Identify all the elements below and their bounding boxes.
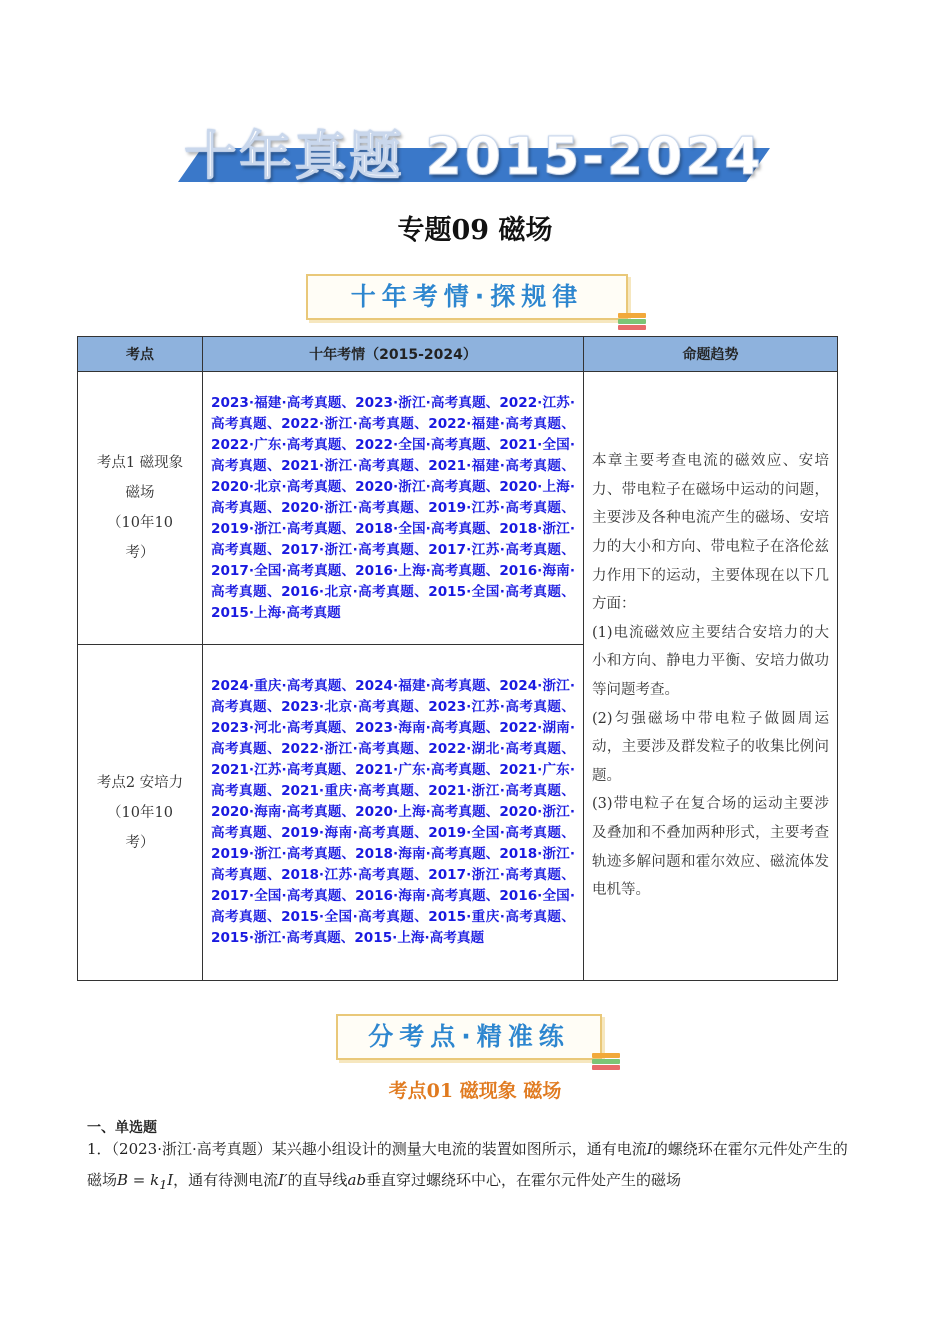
header-topic: 考点 <box>78 337 203 372</box>
symbol-current: I <box>646 1140 653 1158</box>
trend-intro: 本章主要考查电流的磁效应、安培力、带电粒子在磁场中运动的问题，主要涉及各种电流产生的磁场、安培力的大小和方向、带电粒子在洛伦兹力作用下的运动，主要体现在以下几方面： <box>592 453 829 613</box>
topic-title: 专题09 磁场 <box>397 215 553 246</box>
section-badge-practice <box>336 1014 602 1060</box>
header-trend: 命题趋势 <box>584 337 838 372</box>
table-row <box>78 372 838 645</box>
trend-point-1: (1)电流磁效应主要结合安培力的大小和方向、静电力平衡、安培力做功等问题考查。 <box>592 624 829 698</box>
topic-count: （10年10 <box>107 515 173 531</box>
topic-cell <box>78 645 203 981</box>
title-banner <box>178 118 770 187</box>
formula: $B = k_1I$ <box>117 1171 174 1192</box>
sub-heading: 考点01 磁现象 磁场 <box>388 1080 562 1102</box>
years-cell[interactable]: 2023·福建·高考真题、2023·浙江·高考真题、2022·江苏·高考真题、2022·浙江·高考真题、2022·福建·高考真题、2022·广东·高考真题、2022·全国·高考真题、2021·全国·高考真题、2021·浙江·高考真题、2021·福建·高考真题、2020·北京·高考真题、2020·浙江·高考真题、2020·上海·高考真题、2020·浙江·高考真题、2019·江苏·高考真题、2019·浙江·高考真题、2018·全国·高考真题、2018·浙江·高考真题、2017·浙江·高考真题、2017·江苏·高考真题、2017·全国·高考真题、2016·上海·高考真题、2016·海南·高考真题、2016·北京·高考真题、2015·全国·高考真题、2015·上海·高考真题 <box>203 372 584 645</box>
question-source: （2023·浙江·高考真题） <box>111 1140 272 1158</box>
trend-cell <box>584 372 838 981</box>
topic-cell <box>78 372 203 645</box>
books-icon <box>618 312 646 330</box>
question-number: 1． <box>87 1140 112 1158</box>
years-cell[interactable]: 2024·重庆·高考真题、2024·福建·高考真题、2024·浙江·高考真题、2023·北京·高考真题、2023·江苏·高考真题、2023·河北·高考真题、2023·海南·高考真题、2022·湖南·高考真题、2022·浙江·高考真题、2022·湖北·高考真题、2021·江苏·高考真题、2021·广东·高考真题、2021·广东·高考真题、2021·重庆·高考真题、2021·浙江·高考真题、2020·海南·高考真题、2020·上海·高考真题、2020·浙江·高考真题、2019·海南·高考真题、2019·全国·高考真题、2019·浙江·高考真题、2018·海南·高考真题、2018·浙江·高考真题、2018·江苏·高考真题、2017·浙江·高考真题、2017·全国·高考真题、2016·海南·高考真题、2016·全国·高考真题、2015·全国·高考真题、2015·重庆·高考真题、2015·浙江·高考真题、2015·上海·高考真题 <box>203 645 584 981</box>
books-icon <box>592 1052 620 1070</box>
trend-point-3: (3)带电粒子在复合场的运动主要涉及叠加和不叠加两种形式，主要考查轨迹多解问题和霍尔效应、磁流体发电机等。 <box>592 796 829 899</box>
header-years: 十年考情（2015-2024） <box>203 337 584 372</box>
trend-point-2: (2)匀强磁场中带电粒子做圆周运动，主要涉及群发粒子的收集比例问题。 <box>592 710 829 784</box>
section-badge-trend <box>306 274 628 320</box>
topic-count: （10年10 <box>107 804 173 821</box>
topic-subname: 磁场 <box>125 485 155 501</box>
symbol-measured-current: I′ <box>278 1171 288 1189</box>
question-type-heading: 一、单选题 <box>87 1120 157 1136</box>
section-badge-label: 分考点·精准练 <box>368 1022 570 1051</box>
topic-name: 考点2 安培力 <box>96 774 184 791</box>
symbol-wire: ab <box>347 1171 367 1189</box>
exam-overview-table <box>77 336 838 981</box>
topic-count-end: 考） <box>125 545 155 561</box>
section-badge-label: 十年考情·探规律 <box>350 282 584 311</box>
question-1: 1．（2023·浙江·高考真题）某兴趣小组设计的测量大电流的装置如图所示，通有电流I的螺绕环在霍尔元件处产生的磁场$B = k_1I$，通有待测电流I′的直导线ab垂直穿过螺绕环中心，在霍尔元件处产生的磁场 <box>87 1140 848 1192</box>
topic-name: 考点1 磁现象 <box>96 455 184 471</box>
table-header-row <box>78 337 838 372</box>
banner-title: 十年真题 2015-2024 <box>184 127 764 187</box>
topic-count-end: 考） <box>125 834 155 851</box>
